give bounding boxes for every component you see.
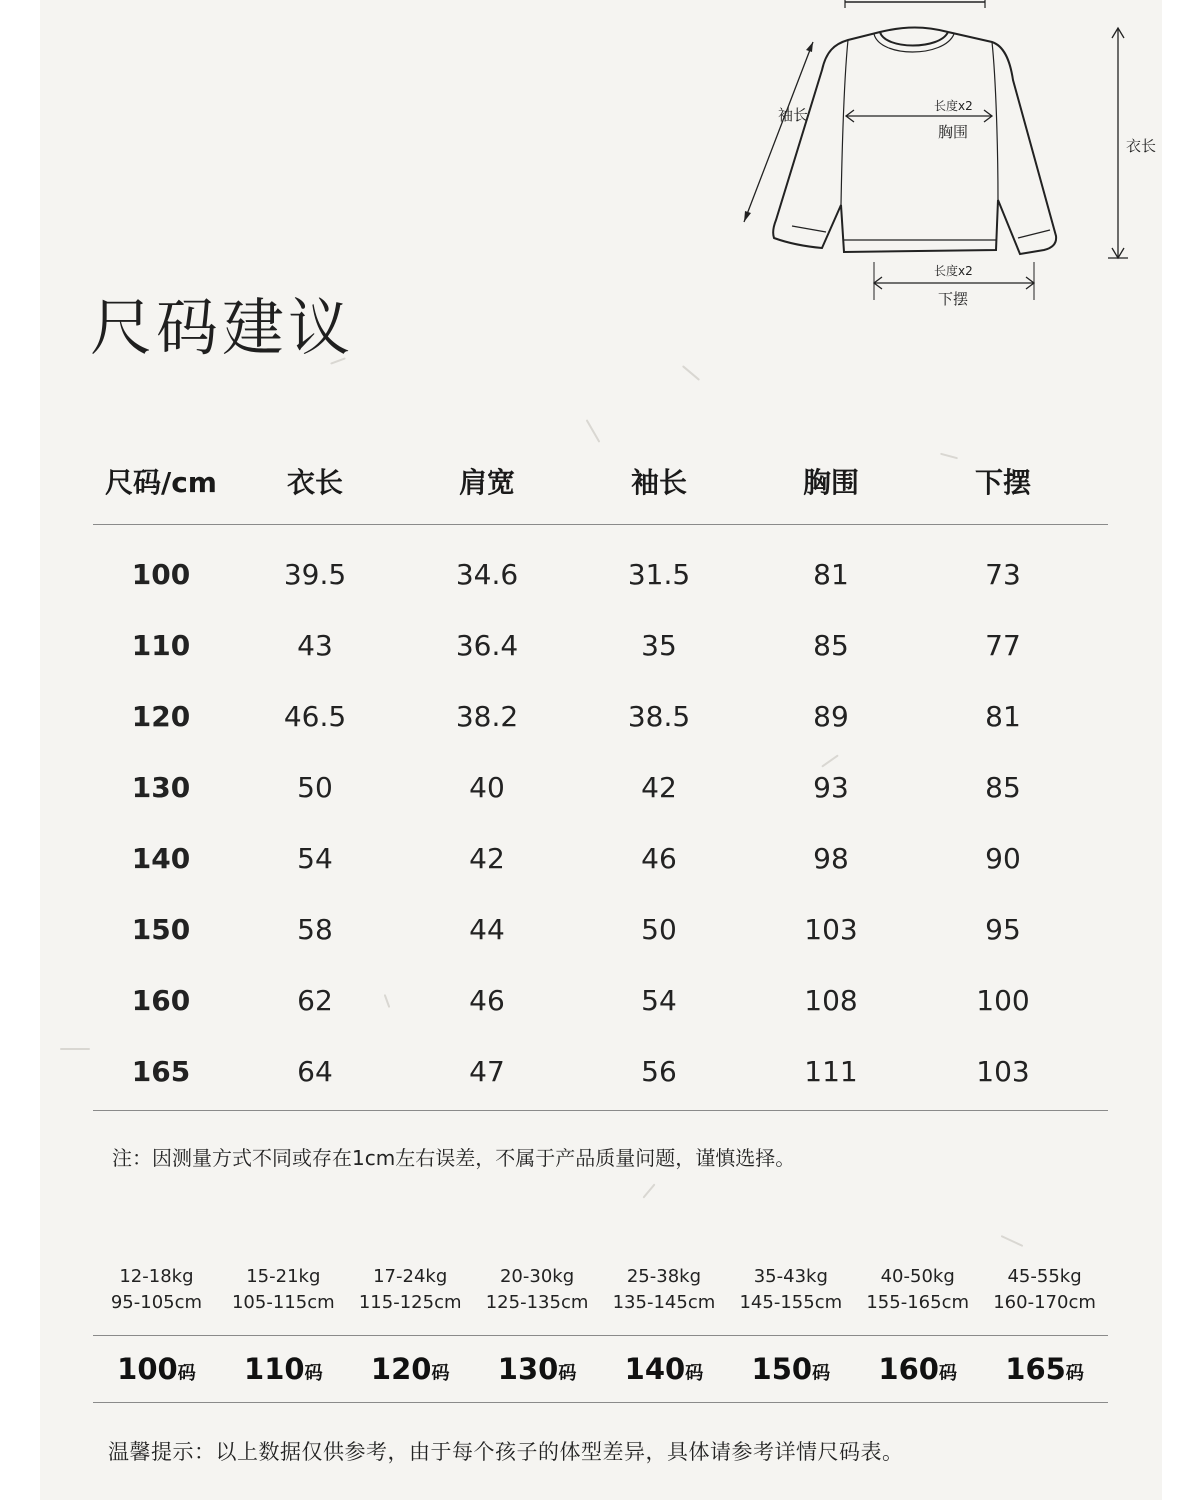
sleeve-cell: 35 bbox=[641, 629, 677, 662]
table-row bbox=[93, 894, 1108, 965]
weight-range: 20-30kg bbox=[499, 1266, 575, 1287]
size-guide-page bbox=[40, 0, 1162, 1500]
length-cell: 58 bbox=[297, 913, 333, 946]
header-length: 衣长 bbox=[286, 466, 343, 499]
reference-tip: 温馨提示：以上数据仅供参考，由于每个孩子的体型差异，具体请参考详情尺码表。 bbox=[108, 1440, 904, 1464]
sleeve-length-label: 袖长 bbox=[778, 106, 809, 124]
length-cell: 54 bbox=[297, 842, 333, 875]
hem-cell: 73 bbox=[985, 558, 1021, 591]
hem-cell: 100 bbox=[976, 984, 1030, 1017]
size-cell: 100 bbox=[131, 558, 191, 591]
sleeve-cell: 54 bbox=[641, 984, 677, 1017]
body-length-label: 衣长 bbox=[1126, 137, 1157, 155]
height-range: 145-155cm bbox=[739, 1292, 843, 1313]
height-range: 160-170cm bbox=[993, 1292, 1096, 1313]
weight-range: 35-43kg bbox=[753, 1266, 828, 1287]
length-cell: 43 bbox=[297, 629, 333, 662]
paper-speck bbox=[642, 1183, 655, 1198]
size-number: 140 bbox=[624, 1352, 686, 1386]
size-number: 110 bbox=[244, 1352, 305, 1386]
sleeve-cell: 42 bbox=[641, 771, 677, 804]
sleeve-cell: 50 bbox=[641, 913, 677, 946]
table-row bbox=[93, 610, 1108, 681]
weight-range: 25-38kg bbox=[626, 1266, 702, 1287]
size-suffix: 码 bbox=[812, 1363, 831, 1384]
weight-range: 15-21kg bbox=[246, 1266, 321, 1287]
hem-cell: 81 bbox=[985, 700, 1021, 733]
recommended-size bbox=[474, 1352, 601, 1386]
table-row bbox=[93, 752, 1108, 823]
weight-range: 12-18kg bbox=[119, 1266, 194, 1287]
shoulder-cell: 47 bbox=[469, 1055, 505, 1088]
size-number: 160 bbox=[878, 1352, 939, 1386]
hem-label: 下摆 bbox=[938, 290, 969, 308]
size-cell: 150 bbox=[131, 913, 191, 946]
size-table-header bbox=[93, 438, 1108, 525]
reference-cell bbox=[854, 1264, 981, 1335]
reference-size-row bbox=[93, 1336, 1108, 1403]
length-cell: 39.5 bbox=[283, 558, 347, 591]
size-cell: 165 bbox=[131, 1055, 191, 1088]
size-suffix: 码 bbox=[558, 1363, 577, 1384]
size-number: 130 bbox=[497, 1352, 559, 1386]
table-row bbox=[93, 681, 1108, 752]
shoulder-cell: 40 bbox=[469, 771, 505, 804]
size-suffix: 码 bbox=[685, 1363, 704, 1384]
chest-cell: 85 bbox=[813, 629, 849, 662]
reference-cell bbox=[981, 1264, 1108, 1335]
height-range: 125-135cm bbox=[485, 1292, 589, 1313]
chest-cell: 103 bbox=[804, 913, 858, 946]
weight-range: 17-24kg bbox=[373, 1266, 448, 1287]
table-row bbox=[93, 965, 1108, 1036]
chest-cell: 81 bbox=[813, 558, 849, 591]
height-range: 155-165cm bbox=[866, 1292, 969, 1313]
recommended-size bbox=[727, 1352, 854, 1386]
table-row bbox=[93, 539, 1108, 610]
header-shoulder: 肩宽 bbox=[458, 466, 515, 499]
paper-speck bbox=[682, 365, 700, 381]
chest-cell: 111 bbox=[804, 1055, 858, 1088]
chest-label: 胸围 bbox=[938, 123, 969, 141]
length-cell: 46.5 bbox=[283, 700, 347, 733]
reference-cell bbox=[601, 1264, 728, 1335]
size-table-body bbox=[93, 525, 1108, 1111]
size-cell: 140 bbox=[131, 842, 191, 875]
recommended-size bbox=[854, 1352, 981, 1386]
chest-cell: 108 bbox=[804, 984, 858, 1017]
size-reference-table bbox=[93, 1264, 1108, 1403]
table-row bbox=[93, 1036, 1108, 1107]
chest-cell: 93 bbox=[813, 771, 849, 804]
table-row bbox=[93, 823, 1108, 894]
recommended-size bbox=[347, 1352, 474, 1386]
shoulder-cell: 44 bbox=[469, 913, 505, 946]
size-suffix: 码 bbox=[431, 1363, 450, 1384]
shoulder-cell: 42 bbox=[469, 842, 505, 875]
header-size: 尺码/cm bbox=[104, 466, 217, 499]
garment-measurement-diagram bbox=[730, 0, 1157, 320]
hem-cell: 85 bbox=[985, 771, 1021, 804]
chest-cell: 98 bbox=[813, 842, 849, 875]
height-range: 105-115cm bbox=[231, 1292, 335, 1313]
recommended-size bbox=[601, 1352, 728, 1386]
reference-cell bbox=[727, 1264, 854, 1335]
sleeve-cell: 46 bbox=[641, 842, 677, 875]
size-suffix: 码 bbox=[304, 1363, 323, 1384]
size-table bbox=[93, 438, 1108, 1111]
reference-body-row bbox=[93, 1264, 1108, 1336]
recommended-size bbox=[981, 1352, 1108, 1386]
chest-cell: 89 bbox=[813, 700, 849, 733]
height-range: 135-145cm bbox=[612, 1292, 716, 1313]
length-cell: 50 bbox=[297, 771, 333, 804]
reference-cell bbox=[347, 1264, 474, 1335]
reference-cell bbox=[474, 1264, 601, 1335]
size-cell: 160 bbox=[131, 984, 191, 1017]
size-cell: 120 bbox=[131, 700, 191, 733]
hem-note: 长度x2 bbox=[934, 264, 973, 278]
size-number: 150 bbox=[751, 1352, 813, 1386]
sweatshirt-diagram-svg bbox=[730, 0, 1157, 320]
recommended-size bbox=[220, 1352, 347, 1386]
hem-cell: 103 bbox=[976, 1055, 1030, 1088]
length-cell: 64 bbox=[297, 1055, 333, 1088]
size-cell: 110 bbox=[131, 629, 191, 662]
sleeve-cell: 38.5 bbox=[627, 700, 691, 733]
weight-range: 45-55kg bbox=[1007, 1266, 1082, 1287]
reference-cell bbox=[93, 1264, 220, 1335]
sweatshirt-outline bbox=[773, 28, 1056, 255]
paper-speck bbox=[1001, 1235, 1024, 1247]
measurement-note: 注：因测量方式不同或存在1cm左右误差，不属于产品质量问题，谨慎选择。 bbox=[112, 1146, 796, 1170]
size-suffix: 码 bbox=[177, 1363, 196, 1384]
height-range: 95-105cm bbox=[110, 1292, 203, 1313]
sleeve-cell: 56 bbox=[641, 1055, 677, 1088]
hem-cell: 90 bbox=[985, 842, 1021, 875]
size-suffix: 码 bbox=[1065, 1363, 1084, 1384]
shoulder-cell: 36.4 bbox=[455, 629, 519, 662]
paper-speck bbox=[60, 1048, 90, 1050]
hem-cell: 77 bbox=[985, 629, 1021, 662]
shoulder-cell: 46 bbox=[469, 984, 505, 1017]
recommended-size bbox=[93, 1352, 220, 1386]
header-chest: 胸围 bbox=[802, 466, 859, 499]
height-range: 115-125cm bbox=[358, 1292, 462, 1313]
chest-note: 长度x2 bbox=[934, 99, 973, 113]
hem-cell: 95 bbox=[985, 913, 1021, 946]
shoulder-cell: 38.2 bbox=[455, 700, 519, 733]
size-number: 165 bbox=[1005, 1352, 1066, 1386]
header-sleeve: 袖长 bbox=[630, 466, 687, 499]
shoulder-cell: 34.6 bbox=[455, 558, 519, 591]
length-cell: 62 bbox=[297, 984, 333, 1017]
weight-range: 40-50kg bbox=[880, 1266, 955, 1287]
size-cell: 130 bbox=[131, 771, 191, 804]
page-title: 尺码建议 bbox=[90, 291, 355, 364]
header-hem: 下摆 bbox=[974, 466, 1031, 499]
size-number: 100 bbox=[117, 1352, 178, 1386]
size-number: 120 bbox=[370, 1352, 432, 1386]
sleeve-cell: 31.5 bbox=[627, 558, 691, 591]
size-suffix: 码 bbox=[938, 1363, 957, 1384]
reference-cell bbox=[220, 1264, 347, 1335]
